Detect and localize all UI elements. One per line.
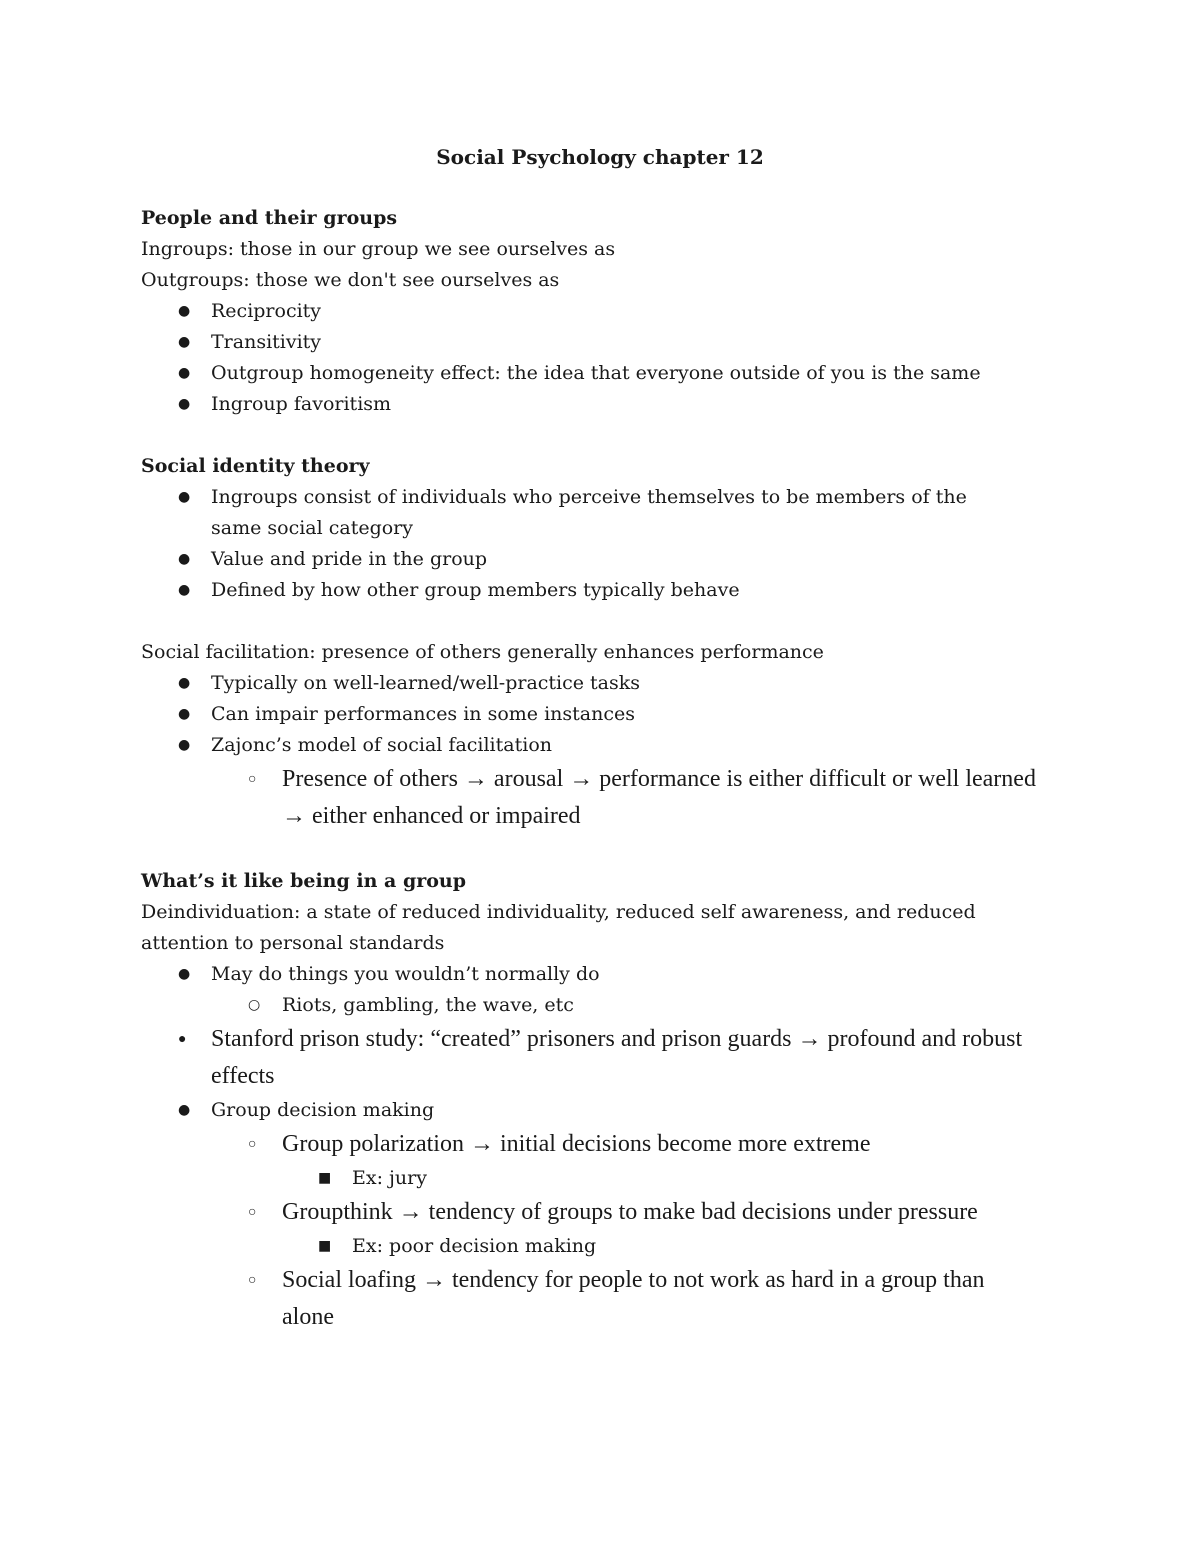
sub-list-item-text: Group polarization → initial decisions become more extreme	[282, 1131, 871, 1157]
list-item	[141, 959, 1061, 990]
sub-list-item	[141, 990, 1061, 1021]
sub-sub-list-item-text: Ex: jury	[352, 1167, 427, 1189]
bullet-disc-icon: ●	[178, 489, 191, 505]
section-heading: People and their groups	[141, 207, 398, 229]
list-item	[141, 1021, 1061, 1095]
bullet-disc-icon: ●	[178, 551, 191, 567]
paragraph-line: Deindividuation: a state of reduced individuality, reduced self awareness, and reduced attention to personal standards	[141, 901, 976, 954]
list-item-text: Stanford prison study: “created” prisoners and prison guards → profound and robust effects	[211, 1026, 1023, 1089]
bullet-disc-icon: ●	[178, 334, 191, 350]
bullet-disc-icon: ●	[178, 675, 191, 691]
list-item-text: Ingroups consist of individuals who perceive themselves to be members of the same social category	[211, 486, 967, 539]
bullet-disc-icon: ●	[178, 706, 191, 722]
bullet-disc-icon: ●	[178, 737, 191, 753]
bullet-circle-icon: ○	[248, 772, 257, 787]
list-item	[141, 699, 1061, 730]
list-item	[141, 544, 1061, 575]
bullet-disc-icon: ●	[178, 365, 191, 381]
list-item	[141, 730, 1061, 761]
page-title: Social Psychology chapter 12	[436, 145, 764, 169]
bullet-disc-icon: ●	[178, 396, 191, 412]
spacer	[141, 420, 1061, 451]
list-item-text: Reciprocity	[211, 300, 322, 322]
bullet-circle-icon: ○	[248, 1205, 257, 1220]
sub-list-item	[141, 1126, 1061, 1163]
list-item	[141, 668, 1061, 699]
list-item-text: Can impair performances in some instances	[211, 703, 635, 725]
list-item-text: Value and pride in the group	[211, 548, 488, 570]
bullet-disc-icon: ●	[178, 303, 191, 319]
bullet-square-icon: ■	[318, 1170, 332, 1186]
list-item-text: Ingroup favoritism	[211, 393, 392, 415]
bullet-disc-icon: ●	[178, 1032, 187, 1047]
bullet-square-icon: ■	[318, 1238, 332, 1254]
sub-sub-list-item	[141, 1163, 1061, 1194]
paragraph-line: Ingroups: those in our group we see ourselves as	[141, 238, 616, 260]
list-item	[141, 1095, 1061, 1126]
sub-list-item-text: Riots, gambling, the wave, etc	[282, 994, 574, 1016]
bullet-circle-icon: ○	[248, 1273, 257, 1288]
sub-list-item-text: Groupthink → tendency of groups to make bad decisions under pressure	[282, 1199, 978, 1225]
list-item-text: Group decision making	[211, 1099, 435, 1121]
list-item-text: Transitivity	[211, 331, 322, 353]
list-item-text: May do things you wouldn’t normally do	[211, 963, 600, 985]
paragraph-line: Outgroups: those we don't see ourselves as	[141, 269, 560, 291]
bullet-circle-icon: ○	[248, 1137, 257, 1152]
list-item	[141, 296, 1061, 327]
sub-list-item	[141, 1194, 1061, 1231]
list-item	[141, 482, 1061, 544]
sub-sub-list-item	[141, 1231, 1061, 1262]
sub-list-item	[141, 761, 1061, 835]
bullet-circle-icon: ○	[248, 997, 261, 1013]
bullet-disc-icon: ●	[178, 1102, 191, 1118]
spacer	[141, 606, 1061, 637]
bullet-disc-icon: ●	[178, 582, 191, 598]
section-heading: What’s it like being in a group	[141, 870, 467, 892]
spacer	[141, 835, 1061, 866]
sub-list-item	[141, 1262, 1061, 1336]
document-body	[141, 203, 1061, 1336]
list-item	[141, 327, 1061, 358]
paragraph-line: Social facilitation: presence of others generally enhances performance	[141, 641, 824, 663]
list-item-text: Outgroup homogeneity effect: the idea that everyone outside of you is the same	[211, 362, 981, 384]
sub-sub-list-item-text: Ex: poor decision making	[352, 1235, 597, 1257]
bullet-disc-icon: ●	[178, 966, 191, 982]
list-item	[141, 389, 1061, 420]
list-item-text: Zajonc’s model of social facilitation	[211, 734, 552, 756]
list-item	[141, 575, 1061, 606]
list-item-text: Defined by how other group members typically behave	[211, 579, 740, 601]
sub-list-item-text: Social loafing → tendency for people to not work as hard in a group than alone	[282, 1267, 985, 1330]
section-heading: Social identity theory	[141, 455, 370, 477]
sub-list-item-text: Presence of others → arousal → performance is either difficult or well learned → either enhanced or impaired	[282, 766, 1036, 829]
list-item-text: Typically on well-learned/well-practice tasks	[211, 672, 641, 694]
list-item	[141, 358, 1061, 389]
